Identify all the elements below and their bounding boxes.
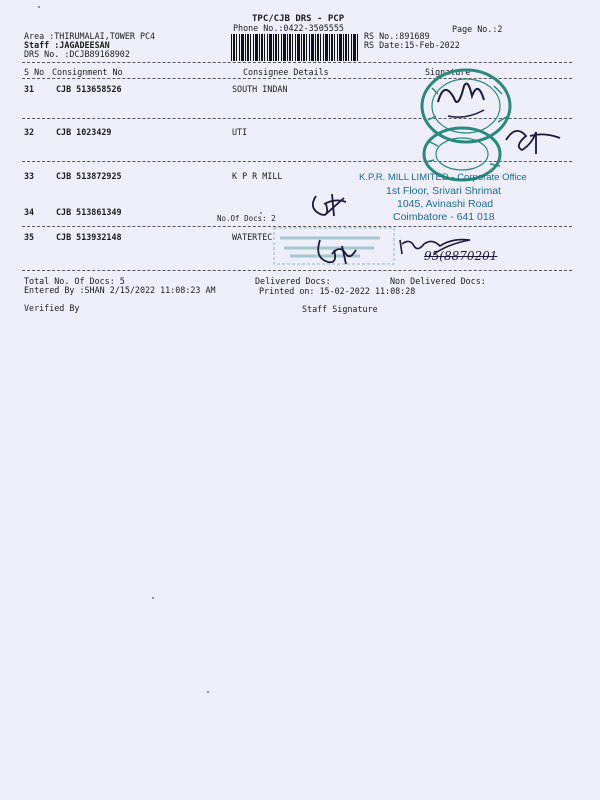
row-sno: 33: [24, 171, 35, 181]
row-consignee: WATERTEC: [232, 232, 273, 242]
row-sno: 31: [24, 84, 35, 94]
row-sno: 32: [24, 127, 35, 137]
row-consignee: UTI: [232, 127, 248, 137]
barcode: [231, 34, 359, 61]
stamp-line: 1st Floor, Srivari Shrimat: [386, 185, 501, 197]
signature-row-34: [306, 188, 356, 222]
delivered-docs: Delivered Docs:: [255, 276, 331, 286]
stamp-line: K.P.R. MILL LIMITED - Corporate Office: [359, 172, 527, 183]
row-consignment: CJB 513872925: [56, 171, 122, 181]
col-header-sno: S No: [24, 67, 45, 77]
scan-speck: [152, 597, 154, 599]
total-docs: Total No. Of Docs: 5: [24, 276, 125, 286]
printed-on: Printed on: 15-02-2022 11:08:28: [259, 286, 416, 296]
phone-number: Phone No.:0422-3505555: [233, 23, 344, 33]
area-label: Area :THIRUMALAI,TOWER PC4: [24, 31, 156, 41]
drs-number: DRS No. :DCJB89168902: [24, 49, 130, 59]
row-consignment: CJB 513932148: [56, 232, 122, 242]
row-consignee: K P R MILL: [232, 171, 283, 181]
entered-by: Entered By :SHAN 2/15/2022 11:08:23 AM: [24, 285, 216, 295]
staff-label: Staff :JAGADEESAN: [24, 40, 110, 50]
col-header-consignment: Consignment No: [52, 67, 123, 77]
col-header-consignee: Consignee Details: [243, 67, 329, 77]
row-consignee: SOUTH INDAN: [232, 84, 288, 94]
scan-speck: [260, 212, 262, 214]
row-doc-count: No.Of Docs: 2: [217, 214, 276, 223]
page-number: Page No.:2: [452, 24, 503, 34]
row-consignment: CJB 513861349: [56, 207, 122, 217]
row-consignment: CJB 513658526: [56, 84, 122, 94]
staff-signature: Staff Signature: [302, 304, 378, 314]
signature-row-35: [312, 234, 368, 272]
stamp-line: 1045, Avinashi Road: [397, 198, 494, 210]
row-sno: 34: [24, 207, 35, 217]
stamp-line: Coimbatore - 641 018: [393, 211, 495, 223]
non-delivered-docs: Non Delivered Docs:: [390, 276, 486, 286]
verified-by: Verified By: [24, 303, 80, 313]
scan-speck: [38, 6, 40, 8]
divider: [22, 62, 572, 63]
scan-speck: [207, 691, 209, 693]
col-header-signature: Signature: [425, 67, 471, 77]
row-sno: 35: [24, 232, 35, 242]
rs-number: RS No.:891689: [364, 31, 430, 41]
signature-row-32: [500, 118, 570, 158]
divider: [22, 270, 572, 271]
rs-date: RS Date:15-Feb-2022: [364, 40, 460, 50]
handwritten-phone: 95(8870201: [424, 249, 498, 263]
doc-title: TPC/CJB DRS - PCP: [252, 14, 345, 24]
row-consignment: CJB 1023429: [56, 127, 112, 137]
